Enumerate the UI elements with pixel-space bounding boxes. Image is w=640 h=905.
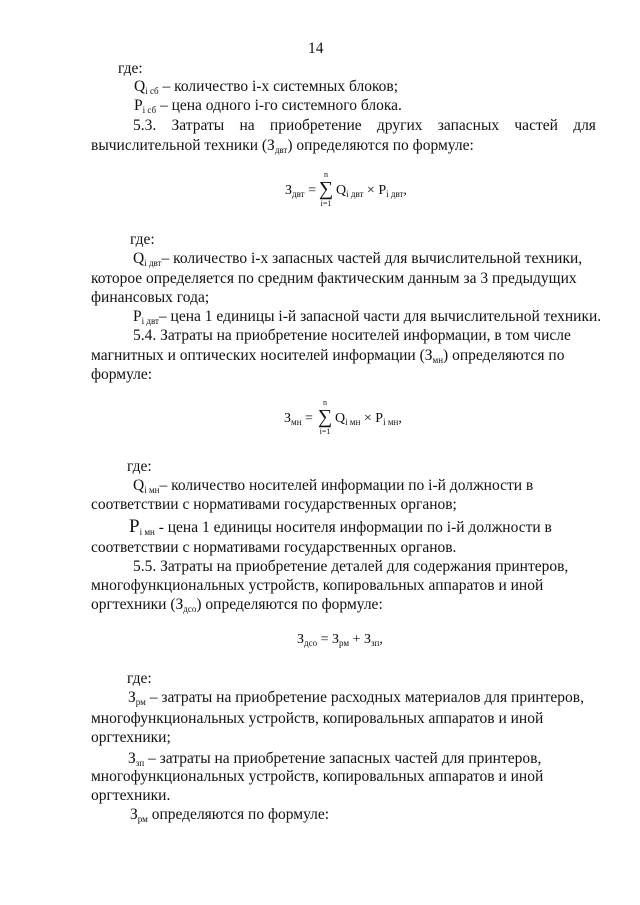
definition-q-dvt-line2: которое определяется по средним фактическим данным за 3 предыдущих — [91, 270, 577, 287]
sum-symbol-dvt: n ∑ i=1 — [318, 170, 334, 208]
definition-rm-line3: оргтехники; — [91, 729, 171, 746]
rm-formula-intro: $З_{рм}$ определяются по формуле: — [130, 806, 330, 824]
where-label: где: — [127, 670, 152, 687]
sum-symbol-mn: n ∑ i=1 — [317, 398, 333, 436]
definition-rm: $З_{рм}$ – затраты на приобретение расходных материалов для принтеров, — [128, 689, 585, 707]
section-5-5-line2: многофункциональных устройств, копировальных аппаратов и иной — [91, 577, 544, 594]
definition-p-mn-line2: соответствии с нормативами государственных органов. — [91, 539, 457, 556]
section-5-3-intro-line2: вычислительной техники $(З_{двт})$ определяются по формуле: — [91, 137, 474, 155]
definition-q-system-blocks: $Q_{i сб}$ – количество i-х системных блоков; — [134, 78, 399, 96]
definition-q-mn: $Q_{i мн}-$ количество носителей информации по i-й должности в — [133, 477, 534, 495]
where-label: где: — [130, 231, 155, 248]
formula-dso: $З_{дсо} = З_{рм} + З_{зп}$, — [297, 632, 383, 648]
formula-dvt-rhs: $Q_{i двт} \times P_{i двт}$, — [336, 183, 407, 199]
definition-q-dvt-line3: финансовых года; — [91, 289, 210, 306]
formula-mn: $З_{мн}$ = — [284, 411, 313, 427]
definition-p-mn: $P_{i мн}$ - цена 1 единицы носителя информации по i-й должности в — [129, 516, 552, 537]
definition-zp-line2: многофункциональных устройств, копировальных аппаратов и иной — [91, 768, 544, 785]
page-number: 14 — [308, 40, 324, 57]
formula-mn-rhs: $Q_{i мн} \times P_{i мн}$, — [335, 411, 402, 427]
definition-q-dvt: $Q_{i двт}-$ количество i-х запасных частей для вычислительной техники, — [133, 250, 583, 268]
definition-rm-line2: многофункциональных устройств, копировальных аппаратов и иной — [91, 710, 544, 727]
definition-zp: $З_{зп}$ – затраты на приобретение запасных частей для принтеров, — [128, 750, 542, 768]
definition-p-dvt: $P_{i двт}-$ цена 1 единицы i-й запасной части для вычислительной техники. — [133, 308, 602, 326]
section-5-5-line3: оргтехники $(З_{дсо})$ определяются по формуле: — [91, 596, 383, 614]
formula-dvt: $З_{двт}$ = — [285, 183, 316, 199]
definition-p-system-blocks: $P_{i сб}$ – цена одного i-го системного блока. — [134, 97, 402, 115]
section-5-4-line3: формуле: — [91, 366, 153, 383]
definition-zp-line3: оргтехники. — [91, 787, 171, 804]
where-label: где: — [118, 60, 143, 77]
section-5-5-line1: 5.5. Затраты на приобретение деталей для содержания принтеров, — [133, 558, 569, 575]
definition-q-mn-line2: соответствии с нормативами государственных органов; — [91, 496, 457, 513]
section-5-3-intro-line1: 5.3. Затраты на приобретение других запасных частей для — [133, 117, 596, 134]
section-5-4-line2: магнитных и оптических носителей информации $(З_{мн})$ определяются по — [91, 347, 565, 365]
where-label: где: — [127, 458, 152, 475]
section-5-4-line1: 5.4. Затраты на приобретение носителей информации, в том числе — [133, 327, 571, 344]
